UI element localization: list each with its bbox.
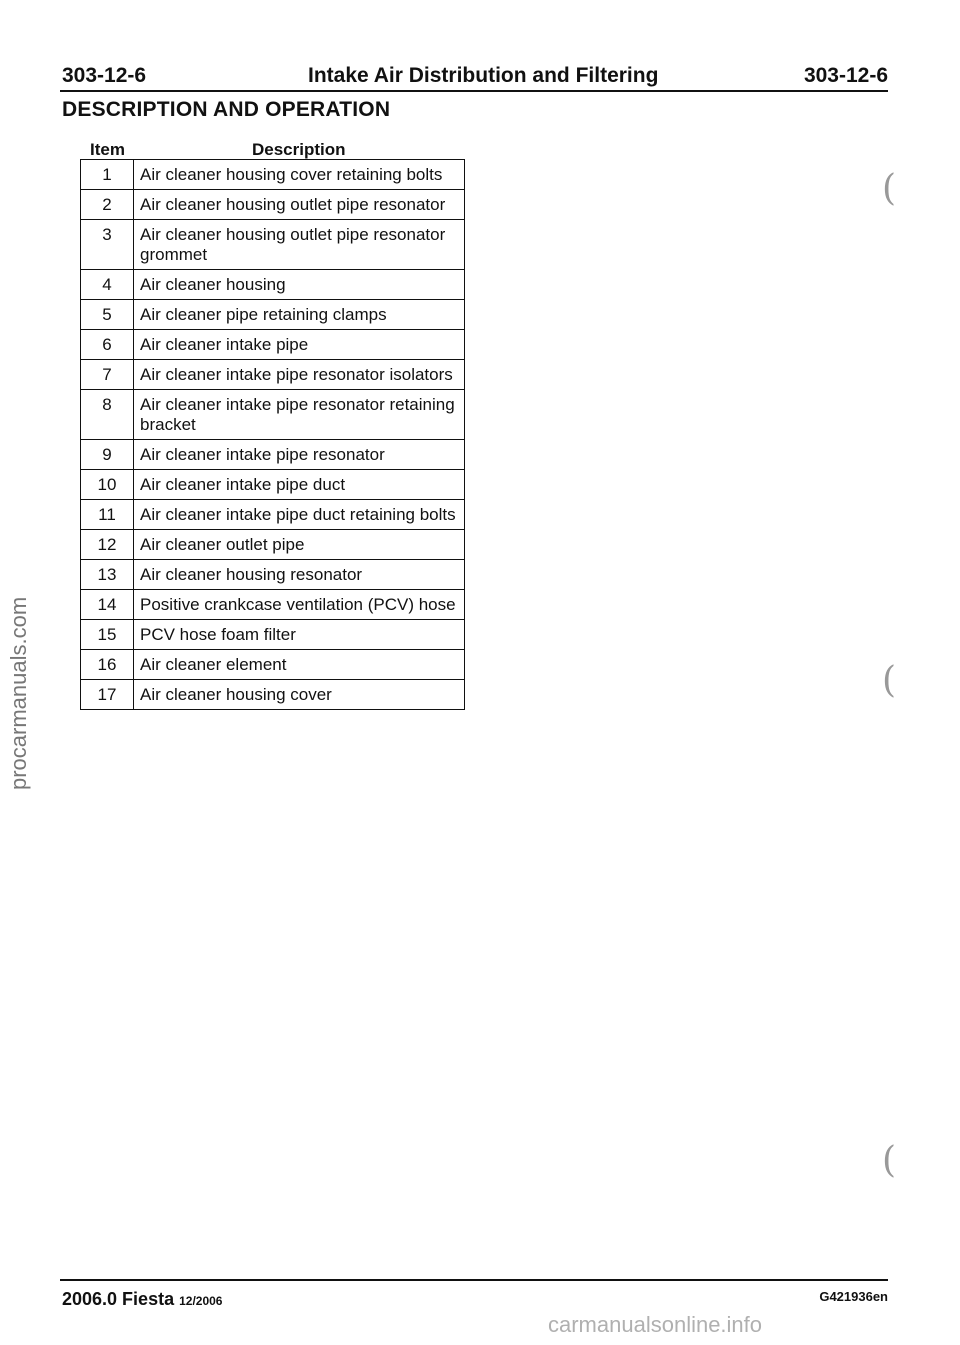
item-description: Air cleaner housing outlet pipe resonator grommet [134, 220, 465, 270]
item-description: Air cleaner intake pipe [134, 330, 465, 360]
item-description: Air cleaner outlet pipe [134, 530, 465, 560]
item-number: 10 [81, 470, 134, 500]
footer-date: 12/2006 [179, 1294, 223, 1308]
page-topic-title: Intake Air Distribution and Filtering [308, 64, 659, 87]
footer-document-code: G421936en [819, 1289, 888, 1304]
table-row [81, 270, 465, 300]
table-row [81, 530, 465, 560]
table-row [81, 390, 465, 440]
item-number: 4 [81, 270, 134, 300]
item-description: Air cleaner housing outlet pipe resonator [134, 190, 465, 220]
item-description: PCV hose foam filter [134, 620, 465, 650]
section-number-left: 303-12-6 [62, 64, 147, 87]
item-description-table [80, 159, 465, 710]
table-row [81, 330, 465, 360]
table-row [81, 590, 465, 620]
item-number: 7 [81, 360, 134, 390]
item-number: 12 [81, 530, 134, 560]
item-description: Air cleaner intake pipe duct [134, 470, 465, 500]
table-row [81, 560, 465, 590]
item-number: 16 [81, 650, 134, 680]
punch-hole-mark: ( [882, 168, 897, 209]
table-row [81, 300, 465, 330]
page-header [60, 62, 888, 92]
table-row [81, 220, 465, 270]
punch-hole-mark: ( [882, 1140, 897, 1181]
item-number: 11 [81, 500, 134, 530]
item-description: Air cleaner housing cover [134, 680, 465, 710]
table-row [81, 680, 465, 710]
item-description: Air cleaner intake pipe resonator [134, 440, 465, 470]
punch-hole-mark: ( [882, 660, 897, 701]
item-number: 8 [81, 390, 134, 440]
item-description: Air cleaner housing resonator [134, 560, 465, 590]
item-description: Air cleaner intake pipe resonator retaining bracket [134, 390, 465, 440]
table-row [81, 440, 465, 470]
table-row [81, 470, 465, 500]
table-row [81, 190, 465, 220]
table-row [81, 360, 465, 390]
item-number: 1 [81, 160, 134, 190]
column-header-description: Description [252, 140, 346, 159]
watermark-text: carmanualsonline.info [548, 1312, 763, 1337]
item-number: 5 [81, 300, 134, 330]
item-number: 17 [81, 680, 134, 710]
item-number: 15 [81, 620, 134, 650]
column-header-item: Item [90, 140, 125, 159]
item-number: 13 [81, 560, 134, 590]
table-row [81, 160, 465, 190]
table-row [81, 620, 465, 650]
item-number: 3 [81, 220, 134, 270]
item-description: Air cleaner pipe retaining clamps [134, 300, 465, 330]
item-number: 6 [81, 330, 134, 360]
item-number: 2 [81, 190, 134, 220]
section-title: DESCRIPTION AND OPERATION [62, 98, 391, 121]
table-row [81, 650, 465, 680]
section-number-right: 303-12-6 [803, 64, 888, 87]
item-description: Air cleaner intake pipe resonator isolators [134, 360, 465, 390]
page-footer [60, 1279, 888, 1309]
footer-model: 2006.0 Fiesta [62, 1289, 175, 1309]
item-description: Air cleaner intake pipe duct retaining bolts [134, 500, 465, 530]
item-description: Air cleaner housing [134, 270, 465, 300]
item-description: Air cleaner housing cover retaining bolts [134, 160, 465, 190]
table-row [81, 500, 465, 530]
item-number: 9 [81, 440, 134, 470]
footer-model-date [62, 1289, 222, 1310]
item-description: Air cleaner element [134, 650, 465, 680]
margin-source-text: procarmanuals.com [6, 596, 31, 790]
item-description: Positive crankcase ventilation (PCV) hose [134, 590, 465, 620]
item-number: 14 [81, 590, 134, 620]
